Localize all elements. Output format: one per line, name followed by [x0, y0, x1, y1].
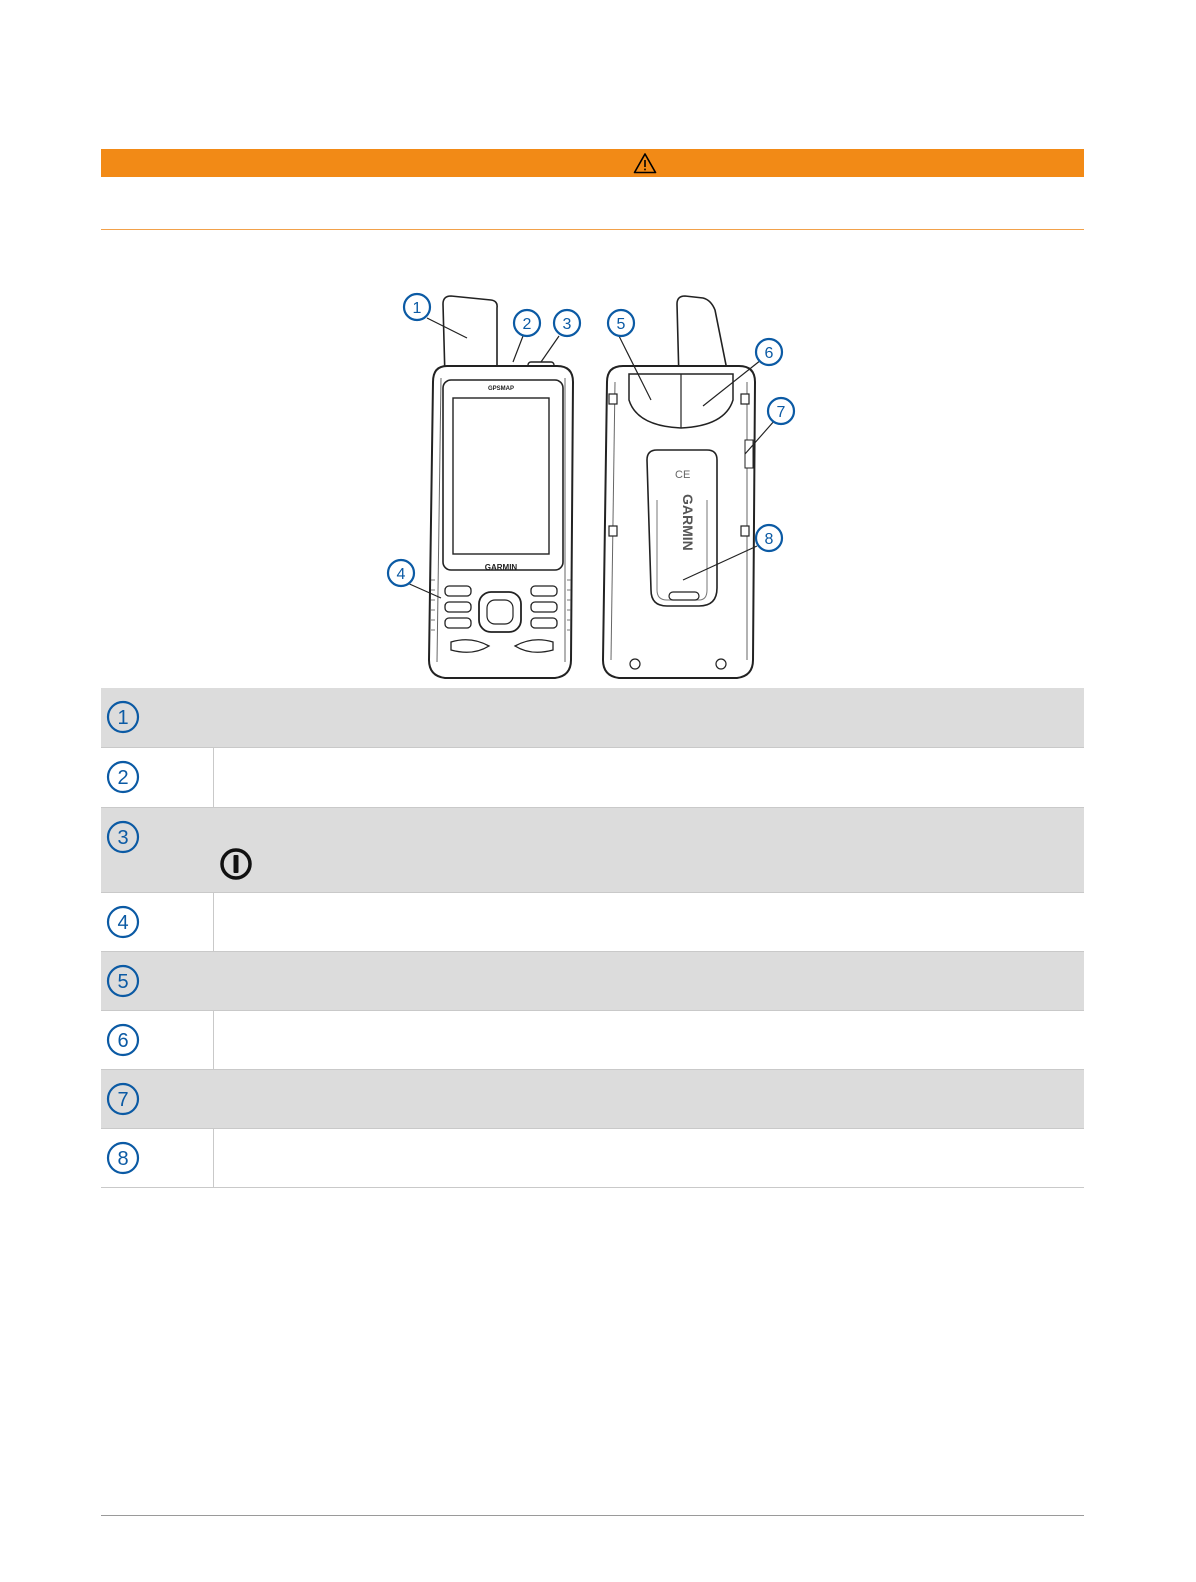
callout-row-number-cell [101, 951, 214, 1010]
callout-row-number-cell [101, 747, 214, 807]
callout-number-label: 7 [117, 1088, 129, 1111]
callout-number-label: 5 [117, 970, 129, 993]
footer-divider [101, 1515, 1084, 1516]
back-brand-label: GARMIN [680, 494, 696, 551]
svg-text:3: 3 [562, 316, 572, 333]
svg-text:7: 7 [776, 404, 786, 421]
callout-number-badge [106, 905, 140, 939]
front-screen [453, 398, 549, 554]
callout-row-number-cell [101, 1128, 214, 1187]
callout-number-badge [106, 1023, 140, 1057]
callout-row [101, 1069, 1084, 1128]
callout-number-badge [106, 700, 140, 734]
callout-number-label: 6 [117, 1029, 129, 1052]
callout-number-badge [106, 964, 140, 998]
device-back [603, 296, 755, 678]
callout-number-badge [106, 820, 140, 854]
front-brand-label: GARMIN [484, 563, 518, 572]
callout-number-label: 3 [117, 826, 129, 849]
callout-row-description-cell [214, 892, 1085, 951]
callout-8 [756, 525, 782, 551]
callout-row-description-cell [214, 1010, 1085, 1069]
callout-7 [768, 398, 794, 424]
callout-row-description-cell [214, 1069, 1085, 1128]
callout-row-number-cell [101, 807, 214, 892]
warning-triangle-icon [633, 152, 657, 174]
callout-row [101, 892, 1084, 951]
svg-text:1: 1 [412, 300, 422, 317]
callout-number-label: 1 [117, 707, 129, 729]
callout-3 [554, 310, 580, 336]
callout-table [101, 688, 1084, 1188]
callout-row-number-cell [101, 1069, 214, 1128]
callout-row-description-cell [214, 688, 1085, 747]
callout-row [101, 1128, 1084, 1187]
callout-row-description-cell [214, 1128, 1085, 1187]
svg-text:6: 6 [764, 345, 774, 362]
callout-row [101, 951, 1084, 1010]
callout-row-number-cell [101, 1010, 214, 1069]
callout-number-label: 4 [117, 911, 129, 934]
callout-4 [388, 560, 414, 586]
svg-text:5: 5 [616, 316, 626, 333]
callout-row [101, 807, 1084, 892]
callout-row-number-cell [101, 688, 214, 747]
power-button-icon [219, 812, 255, 892]
callout-row-description-cell [214, 747, 1085, 807]
callout-row-number-cell [101, 892, 214, 951]
svg-text:8: 8 [764, 531, 774, 548]
callout-row-description-cell [214, 951, 1085, 1010]
callout-row [101, 1010, 1084, 1069]
callout-number-badge [106, 1082, 140, 1116]
callout-6 [756, 339, 782, 365]
callout-row [101, 688, 1084, 747]
callout-1 [404, 294, 430, 320]
warning-divider [101, 229, 1084, 230]
callout-row [101, 747, 1084, 807]
callout-2 [514, 310, 540, 336]
callout-number-badge [106, 760, 140, 794]
warning-banner [101, 149, 1084, 177]
front-top-label: GPSMAP [487, 386, 515, 392]
callout-row-description-cell [214, 807, 1085, 892]
svg-text:2: 2 [522, 316, 532, 333]
callout-number-label: 8 [117, 1147, 129, 1170]
device-illustration [385, 290, 805, 682]
callout-number-badge [106, 1141, 140, 1175]
svg-text:4: 4 [396, 566, 406, 583]
callout-5 [608, 310, 634, 336]
back-side-port [745, 440, 753, 468]
callout-number-label: 2 [117, 766, 129, 789]
back-ce-mark: CE [675, 469, 691, 481]
device-front [429, 296, 573, 678]
